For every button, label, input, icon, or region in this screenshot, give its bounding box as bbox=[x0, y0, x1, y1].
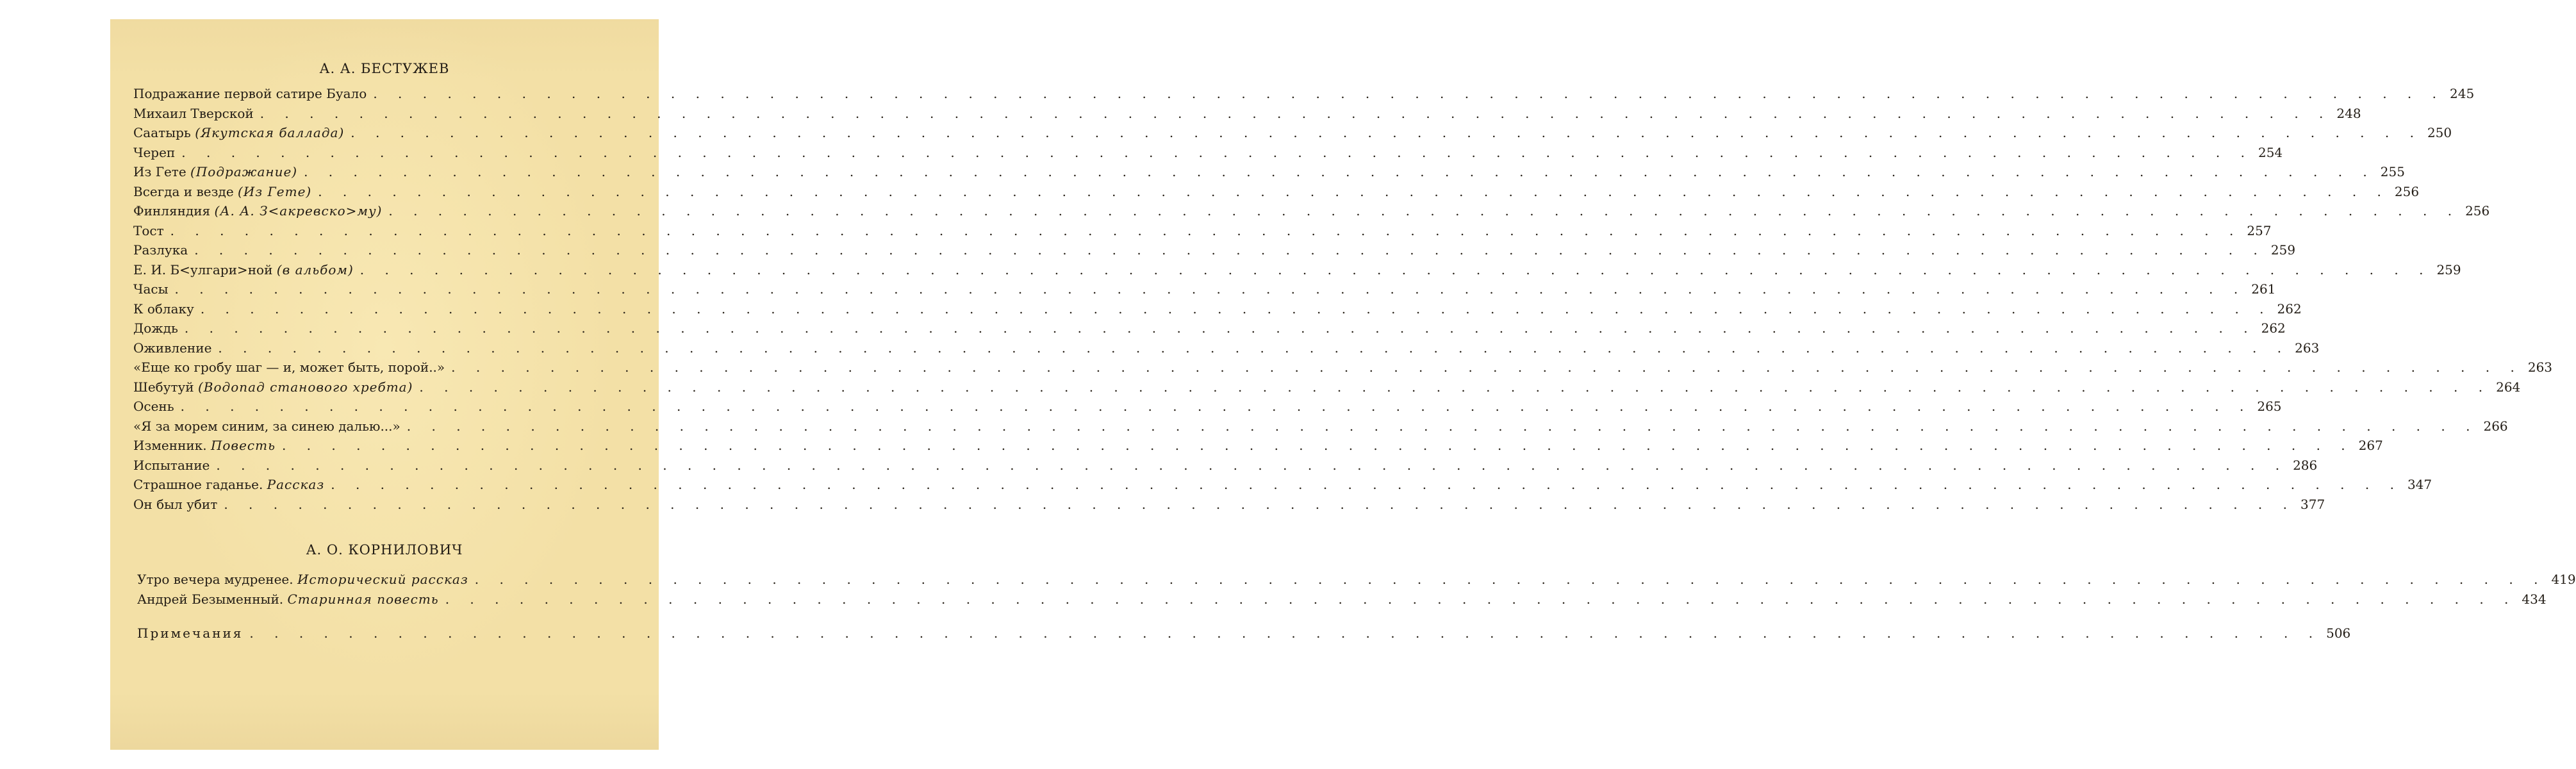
toc-entry bbox=[133, 241, 2296, 259]
entry-title: Часы bbox=[133, 281, 169, 297]
page-number: 506 bbox=[2326, 625, 2351, 641]
entry-title: Изменник. bbox=[133, 438, 207, 453]
entry-title: Он был убит bbox=[133, 497, 218, 512]
dot-leader: . . . . . . . . . . . . . . . . . . . . . . . . . . . . . . . . . . . . . . . . . . . . . . . . . . . . . . . . . . . . . . . . . . . . . . . . . . . . . . . . . . . . bbox=[249, 625, 2322, 641]
section-title-bestuzhev: А. А. БЕСТУЖЕВ bbox=[319, 61, 450, 76]
page-number: 257 bbox=[2247, 223, 2272, 238]
entry-subtitle: Исторический рассказ bbox=[297, 572, 468, 587]
entry-title: Страшное гаданье. bbox=[133, 477, 263, 492]
entry-subtitle: (Подражание) bbox=[190, 164, 298, 179]
toc-entry bbox=[133, 85, 2475, 103]
toc-entry bbox=[133, 436, 2383, 454]
page-number: 266 bbox=[2483, 418, 2508, 434]
entry-title: Осень bbox=[133, 399, 174, 414]
entry-title: Оживление bbox=[133, 340, 212, 356]
entry-title: Дождь bbox=[133, 320, 178, 336]
dot-leader: . . . . . . . . . . . . . . . . . . . . . . . . . . . . . . . . . . . . . . . . . . . . . . . . . . . . . . . . . . . . . . . . . . . . . . . . . . . . . . . . . . . . bbox=[281, 438, 2354, 453]
dot-leader: . . . . . . . . . . . . . . . . . . . . . . . . . . . . . . . . . . . . . . . . . . . . . . . . . . . . . . . . . . . . . . . . . . . . . . . . . . . . . . . . . . . . bbox=[180, 399, 2252, 414]
dot-leader: . . . . . . . . . . . . . . . . . . . . . . . . . . . . . . . . . . . . . . . . . . . . . . . . . . . . . . . . . . . . . . . . . . . . . . . . . . . . . . . . . . . . bbox=[184, 320, 2256, 336]
dot-leader: . . . . . . . . . . . . . . . . . . . . . . . . . . . . . . . . . . . . . . . . . . . . . . . . . . . . . . . . . . . . . . . . . . . . . . . . . . . . . . . . . . . . bbox=[216, 458, 2288, 473]
dot-leader: . . . . . . . . . . . . . . . . . . . . . . . . . . . . . . . . . . . . . . . . . . . . . . . . . . . . . . . . . . . . . . . . . . . . . . . . . . . . . . . . . . . . bbox=[351, 125, 2422, 140]
entry-title: Подражание первой сатире Буало bbox=[133, 86, 367, 101]
entry-subtitle: Старинная повесть bbox=[287, 591, 439, 607]
page-number: 267 bbox=[2358, 438, 2383, 453]
page-number: 286 bbox=[2293, 458, 2318, 473]
entry-title: Из Гете bbox=[133, 164, 186, 179]
toc-entry bbox=[137, 570, 2576, 588]
dot-leader: . . . . . . . . . . . . . . . . . . . . . . . . . . . . . . . . . . . . . . . . . . . . . . . . . . . . . . . . . . . . . . . . . . . . . . . . . . . . . . . . . . . . bbox=[373, 86, 2445, 101]
dot-leader: . . . . . . . . . . . . . . . . . . . . . . . . . . . . . . . . . . . . . . . . . . . . . . . . . . . . . . . . . . . . . . . . . . . . . . . . . . . . . . . . . . . . bbox=[260, 106, 2332, 121]
entry-subtitle: Рассказ bbox=[267, 477, 325, 492]
page-number: 434 bbox=[2522, 591, 2547, 607]
toc-entry bbox=[133, 378, 2521, 396]
dot-leader: . . . . . . . . . . . . . . . . . . . . . . . . . . . . . . . . . . . . . . . . . . . . . . . . . . . . . . . . . . . . . . . . . . . . . . . . . . . . . . . . . . . . bbox=[331, 477, 2402, 492]
page-number: 263 bbox=[2295, 340, 2320, 356]
dot-leader: . . . . . . . . . . . . . . . . . . . . . . . . . . . . . . . . . . . . . . . . . . . . . . . . . . . . . . . . . . . . . . . . . . . . . . . . . . . . . . . . . . . . bbox=[445, 591, 2517, 607]
toc-entry bbox=[133, 319, 2286, 337]
toc-entry bbox=[133, 495, 2325, 513]
toc-entry bbox=[133, 300, 2302, 318]
dot-leader: . . . . . . . . . . . . . . . . . . . . . . . . . . . . . . . . . . . . . . . . . . . . . . . . . . . . . . . . . . . . . . . . . . . . . . . . . . . . . . . . . . . . bbox=[224, 497, 2296, 512]
dot-leader: . . . . . . . . . . . . . . . . . . . . . . . . . . . . . . . . . . . . . . . . . . . . . . . . . . . . . . . . . . . . . . . . . . . . . . . . . . . . . . . . . . . . bbox=[174, 281, 2247, 297]
page-number: 262 bbox=[2277, 301, 2302, 317]
entry-title: К облаку bbox=[133, 301, 194, 317]
entry-title: Испытание bbox=[133, 458, 210, 473]
entry-subtitle: (Из Гете) bbox=[238, 184, 312, 199]
dot-leader: . . . . . . . . . . . . . . . . . . . . . . . . . . . . . . . . . . . . . . . . . . . . . . . . . . . . . . . . . . . . . . . . . . . . . . . . . . . . . . . . . . . . bbox=[451, 360, 2523, 375]
page-number: 261 bbox=[2251, 281, 2276, 297]
toc-entry bbox=[133, 202, 2490, 220]
dot-leader: . . . . . . . . . . . . . . . . . . . . . . . . . . . . . . . . . . . . . . . . . . . . . . . . . . . . . . . . . . . . . . . . . . . . . . . . . . . . . . . . . . . . bbox=[181, 145, 2253, 160]
dot-leader: . . . . . . . . . . . . . . . . . . . . . . . . . . . . . . . . . . . . . . . . . . . . . . . . . . . . . . . . . . . . . . . . . . . . . . . . . . . . . . . . . . . . bbox=[194, 242, 2266, 258]
entry-title: Шебутуй bbox=[133, 379, 194, 395]
entry-subtitle: Повесть bbox=[210, 438, 276, 453]
entry-title: «Еще ко гробу шаг — и, может быть, порой..» bbox=[133, 360, 445, 375]
page-number: 250 bbox=[2427, 125, 2452, 140]
dot-leader: . . . . . . . . . . . . . . . . . . . . . . . . . . . . . . . . . . . . . . . . . . . . . . . . . . . . . . . . . . . . . . . . . . . . . . . . . . . . . . . . . . . . bbox=[318, 184, 2390, 199]
toc-entry bbox=[133, 163, 2405, 181]
page-number: 259 bbox=[2436, 262, 2461, 277]
entry-title: Разлука bbox=[133, 242, 188, 258]
page-number: 245 bbox=[2450, 86, 2475, 101]
entry-title: Михаил Тверской bbox=[133, 106, 254, 121]
page-number: 254 bbox=[2258, 145, 2283, 160]
toc-entry bbox=[133, 358, 2553, 376]
page-number: 419 bbox=[2551, 572, 2576, 587]
dot-leader: . . . . . . . . . . . . . . . . . . . . . . . . . . . . . . . . . . . . . . . . . . . . . . . . . . . . . . . . . . . . . . . . . . . . . . . . . . . . . . . . . . . . bbox=[388, 203, 2461, 219]
dot-leader: . . . . . . . . . . . . . . . . . . . . . . . . . . . . . . . . . . . . . . . . . . . . . . . . . . . . . . . . . . . . . . . . . . . . . . . . . . . . . . . . . . . . bbox=[218, 340, 2290, 356]
toc-entry bbox=[133, 417, 2508, 435]
entry-title: Андрей Безыменный. bbox=[137, 591, 284, 607]
toc-entry bbox=[133, 183, 2420, 201]
toc-entry bbox=[133, 104, 2361, 122]
dot-leader: . . . . . . . . . . . . . . . . . . . . . . . . . . . . . . . . . . . . . . . . . . . . . . . . . . . . . . . . . . . . . . . . . . . . . . . . . . . . . . . . . . . . bbox=[406, 418, 2479, 434]
toc-entry bbox=[133, 280, 2276, 298]
toc-entry bbox=[137, 590, 2547, 608]
entry-title: Саатырь bbox=[133, 125, 191, 140]
toc-entry bbox=[133, 397, 2282, 415]
dot-leader: . . . . . . . . . . . . . . . . . . . . . . . . . . . . . . . . . . . . . . . . . . . . . . . . . . . . . . . . . . . . . . . . . . . . . . . . . . . . . . . . . . . . bbox=[200, 301, 2272, 317]
entry-title: Е. И. Б<улгари>ной bbox=[133, 262, 273, 277]
entry-title: Утро вечера мудренее. bbox=[137, 572, 293, 587]
entry-title: Всегда и везде bbox=[133, 184, 234, 199]
page-number: 259 bbox=[2270, 242, 2296, 258]
notes-entry bbox=[137, 624, 2351, 642]
toc-entry bbox=[133, 261, 2461, 279]
toc-entry bbox=[133, 339, 2320, 357]
page-number: 264 bbox=[2496, 379, 2521, 395]
entry-subtitle: (Якутская баллада) bbox=[195, 125, 345, 140]
toc-entry bbox=[133, 124, 2452, 142]
page-number: 377 bbox=[2300, 497, 2325, 512]
entry-title: «Я за морем синим, за синею далью...» bbox=[133, 418, 400, 434]
page-number: 256 bbox=[2465, 203, 2490, 219]
dot-leader: . . . . . . . . . . . . . . . . . . . . . . . . . . . . . . . . . . . . . . . . . . . . . . . . . . . . . . . . . . . . . . . . . . . . . . . . . . . . . . . . . . . . bbox=[304, 164, 2375, 179]
page-number: 262 bbox=[2261, 320, 2286, 336]
dot-leader: . . . . . . . . . . . . . . . . . . . . . . . . . . . . . . . . . . . . . . . . . . . . . . . . . . . . . . . . . . . . . . . . . . . . . . . . . . . . . . . . . . . . bbox=[359, 262, 2432, 277]
entry-title: Тост bbox=[133, 223, 164, 238]
entry-title: Череп bbox=[133, 145, 176, 160]
entry-subtitle: (Водопад станового хребта) bbox=[198, 379, 413, 395]
toc-entry bbox=[133, 456, 2318, 474]
toc-entry bbox=[133, 475, 2432, 493]
page-number: 347 bbox=[2407, 477, 2432, 492]
page-number: 263 bbox=[2527, 360, 2553, 375]
notes-title: Примечания bbox=[137, 625, 244, 641]
dot-leader: . . . . . . . . . . . . . . . . . . . . . . . . . . . . . . . . . . . . . . . . . . . . . . . . . . . . . . . . . . . . . . . . . . . . . . . . . . . . . . . . . . . . bbox=[474, 572, 2547, 587]
contents-page bbox=[110, 19, 2576, 750]
section-title-kornilovich: А. О. КОРНИЛОВИЧ bbox=[306, 542, 463, 558]
toc-entry bbox=[133, 222, 2272, 240]
dot-leader: . . . . . . . . . . . . . . . . . . . . . . . . . . . . . . . . . . . . . . . . . . . . . . . . . . . . . . . . . . . . . . . . . . . . . . . . . . . . . . . . . . . . bbox=[419, 379, 2491, 395]
page-number: 256 bbox=[2394, 184, 2420, 199]
entry-title: Финляндия bbox=[133, 203, 211, 219]
page-number: 255 bbox=[2380, 164, 2405, 179]
dot-leader: . . . . . . . . . . . . . . . . . . . . . . . . . . . . . . . . . . . . . . . . . . . . . . . . . . . . . . . . . . . . . . . . . . . . . . . . . . . . . . . . . . . . bbox=[170, 223, 2242, 238]
entry-subtitle: (А. А. З<акревско>му) bbox=[214, 203, 383, 219]
page-number: 248 bbox=[2336, 106, 2361, 121]
toc-entry bbox=[133, 144, 2283, 161]
entry-subtitle: (в альбом) bbox=[276, 262, 354, 277]
page-number: 265 bbox=[2257, 399, 2282, 414]
